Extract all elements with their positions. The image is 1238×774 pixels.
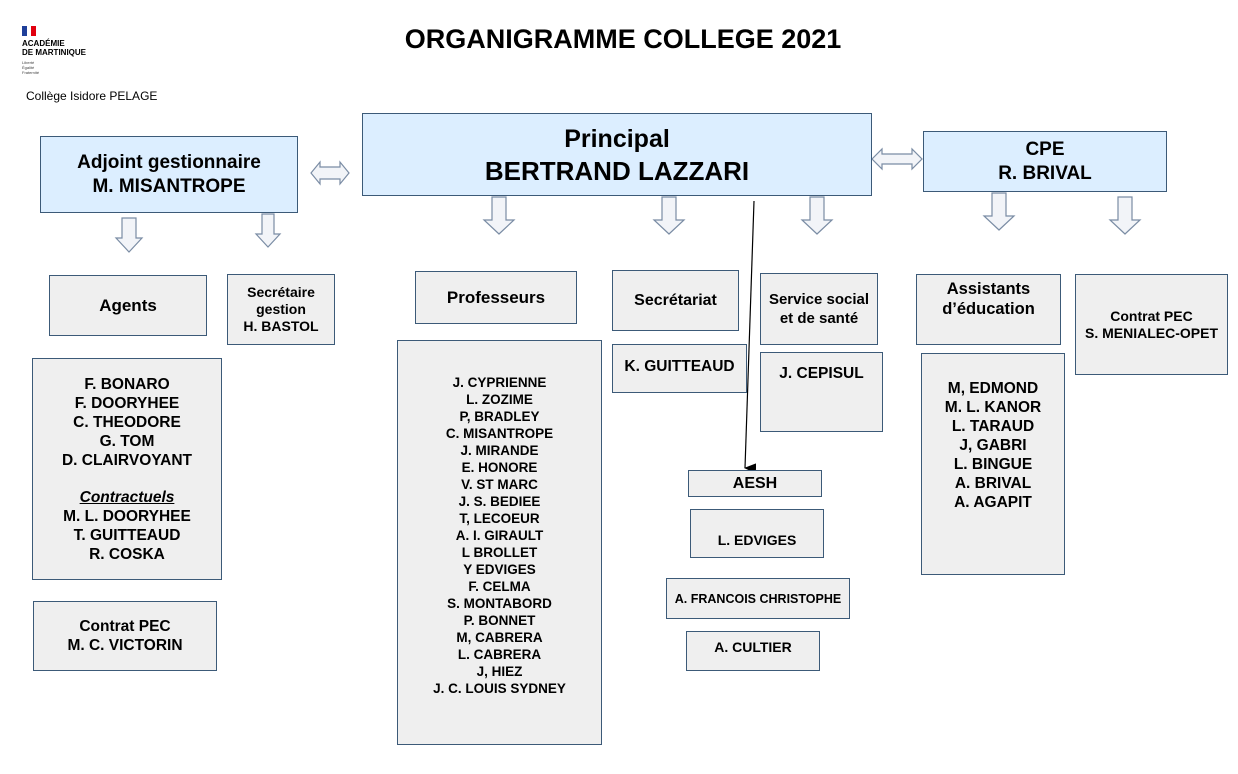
agents-member-3: C. THEODORE: [73, 413, 181, 431]
cpe-pec-line1: Contrat PEC: [1110, 307, 1193, 324]
professeur-2: L. ZOZIME: [466, 392, 533, 407]
secretaire-gestion-box: [227, 274, 335, 345]
cpe-name: R. BRIVAL: [998, 162, 1092, 184]
down-arrow-secretariat: [654, 197, 684, 234]
professeur-13: F. CELMA: [468, 579, 531, 594]
line-arrow-aesh: [745, 201, 754, 468]
principal-box: [362, 113, 872, 196]
down-arrow-service-social: [802, 197, 832, 234]
professeur-9: T, LECOEUR: [459, 511, 540, 526]
aesh-member-3-box: [686, 631, 820, 671]
academy-line-1: ACADÉMIE: [22, 39, 65, 48]
secretariat-member-box: [612, 344, 747, 393]
secretariat-title: Secrétariat: [634, 292, 717, 309]
agents-title: Agents: [99, 295, 157, 315]
assistant-6: A. BRIVAL: [954, 475, 1032, 492]
professeur-19: J. C. LOUIS SYDNEY: [433, 681, 566, 696]
assistants-members-box: [921, 353, 1065, 575]
agents-title-box: [49, 275, 207, 336]
double-arrow-principal-cpe: [872, 149, 922, 169]
service-social-title-box: [760, 273, 878, 345]
adjoint-box: [40, 136, 298, 213]
agents-pec-line2: M. C. VICTORIN: [67, 637, 183, 654]
professeur-11: L BROLLET: [461, 545, 538, 560]
professeur-1: J. CYPRIENNE: [452, 375, 547, 390]
professeur-4: C. MISANTROPE: [445, 426, 554, 441]
page-title: ORGANIGRAMME COLLEGE 2021: [404, 24, 842, 54]
down-arrow-professeurs: [484, 197, 514, 234]
down-arrow-agents: [116, 218, 142, 252]
academy-motto: [22, 60, 39, 75]
agents-member-2: F. DOORYHEE: [74, 394, 180, 412]
down-arrow-cpe-pec: [1110, 197, 1140, 234]
agents-member-4: G. TOM: [99, 432, 155, 450]
aesh-member-1: L. EDVIGES: [717, 532, 797, 548]
secretariat-title-box: [612, 270, 739, 331]
professeur-14: S. MONTABORD: [447, 596, 552, 611]
secretaire-line1: Secrétaire: [247, 284, 315, 300]
contractuel-1: M. L. DOORYHEE: [63, 507, 191, 525]
contractuel-3: R. COSKA: [89, 545, 165, 563]
adjoint-role: Adjoint gestionnaire: [77, 151, 261, 173]
college-name: Collège Isidore PELAGE: [26, 89, 158, 103]
assistant-4: J, GABRI: [959, 437, 1027, 454]
agents-member-1: F. BONARO: [84, 375, 170, 393]
professeurs-members-box: [397, 340, 602, 745]
professeur-8: J. S. BEDIEE: [458, 494, 541, 509]
service-social-member: J. CEPISUL: [779, 365, 864, 382]
professeur-10: A. I. GIRAULT: [455, 528, 544, 543]
professeur-5: J. MIRANDE: [460, 443, 539, 458]
aesh-title: AESH: [732, 475, 778, 492]
down-arrow-assistants: [984, 193, 1014, 230]
secretaire-line2: gestion: [256, 301, 306, 317]
service-social-member-box: [760, 352, 883, 432]
principal-name: BERTRAND LAZZARI: [484, 155, 750, 186]
assistant-3: L. TARAUD: [951, 418, 1035, 435]
agents-pec-box: [33, 601, 217, 671]
aesh-title-box: [688, 470, 822, 497]
assistants-title-box: [916, 274, 1061, 345]
professeur-12: Y EDVIGES: [463, 562, 536, 577]
assistant-5: L. BINGUE: [953, 456, 1033, 473]
professeurs-title-box: [415, 271, 577, 324]
aesh-member-2-box: [666, 578, 850, 619]
professeur-18: J, HIEZ: [476, 664, 523, 679]
contractuels-heading: Contractuels: [79, 488, 175, 506]
motto-2: Égalité: [22, 65, 35, 70]
adjoint-name: M. MISANTROPE: [92, 175, 246, 197]
double-arrow-adjoint-principal: [311, 162, 349, 184]
professeur-17: L. CABRERA: [457, 647, 542, 662]
assistant-1: M, EDMOND: [947, 380, 1039, 397]
service-social-line2: et de santé: [779, 310, 859, 327]
aesh-member-2: A. FRANCOIS CHRISTOPHE: [674, 591, 842, 606]
cpe-role: CPE: [1025, 138, 1065, 160]
assistants-line2: d’éducation: [942, 300, 1035, 318]
professeur-7: V. ST MARC: [461, 477, 538, 492]
professeurs-title: Professeurs: [446, 287, 546, 307]
agents-member-5: D. CLAIRVOYANT: [61, 451, 193, 469]
cpe-box: [923, 131, 1167, 192]
professeur-16: M, CABRERA: [456, 630, 543, 645]
principal-role: Principal: [564, 124, 670, 153]
assistant-2: M. L. KANOR: [944, 399, 1042, 416]
secretaire-name: H. BASTOL: [243, 318, 319, 334]
aesh-member-3: A. CULTIER: [714, 639, 792, 655]
motto-3: Fraternité: [22, 70, 40, 75]
professeur-3: P, BRADLEY: [459, 409, 540, 424]
service-social-line1: Service social: [768, 291, 870, 308]
motto-1: Liberté: [22, 60, 35, 65]
academy-line-2: DE MARTINIQUE: [22, 48, 86, 57]
assistant-7: A. AGAPIT: [954, 494, 1032, 511]
cpe-pec-line2: S. MENIALEC-OPET: [1084, 324, 1218, 341]
secretariat-member: K. GUITTEAUD: [624, 358, 735, 375]
professeur-15: P. BONNET: [463, 613, 536, 628]
assistants-line1: Assistants: [946, 280, 1031, 298]
down-arrow-secretaire: [256, 214, 280, 247]
agents-pec-line1: Contrat PEC: [79, 618, 171, 635]
agents-members-box: [32, 358, 222, 580]
aesh-member-1-box: [690, 509, 824, 558]
cpe-pec-box: [1075, 274, 1228, 375]
contractuel-2: T. GUITTEAUD: [73, 526, 181, 544]
professeur-6: E. HONORE: [461, 460, 538, 475]
